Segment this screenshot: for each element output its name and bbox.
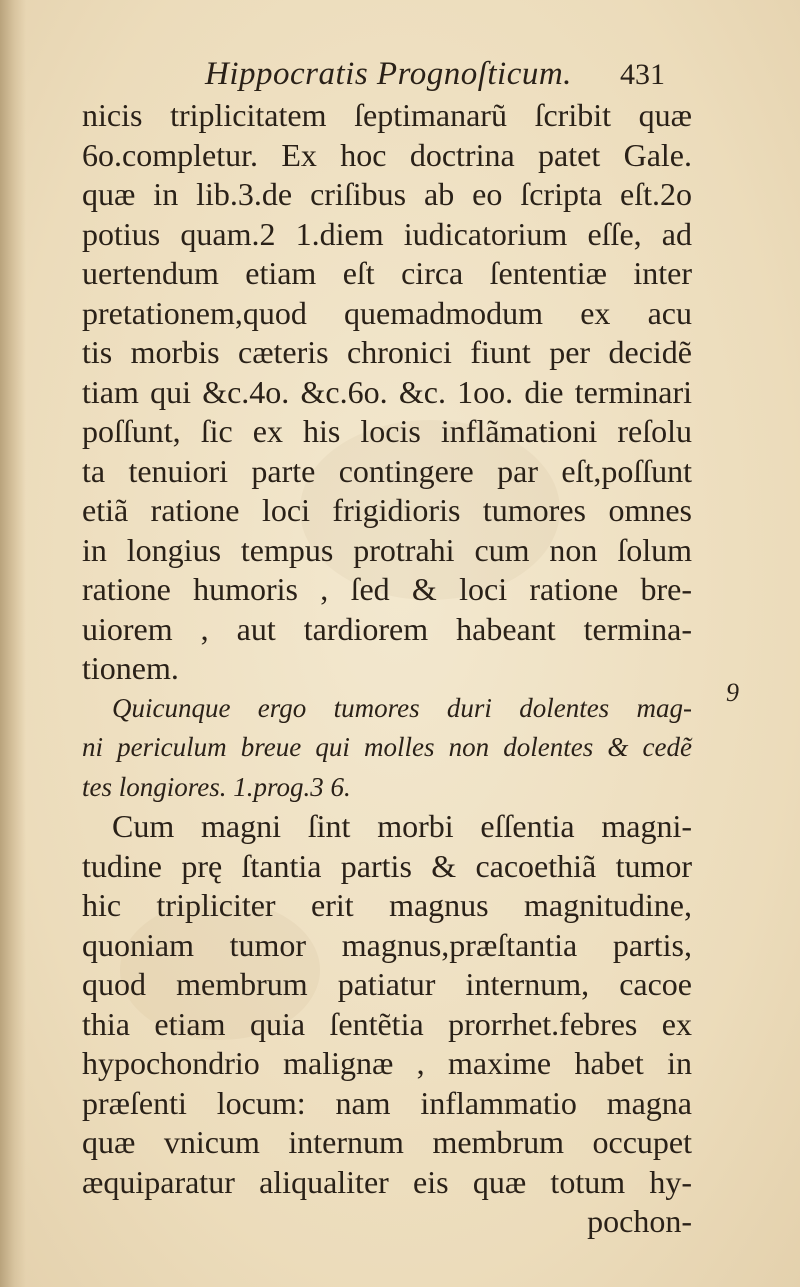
text-line: pretationem,quod quemadmodum ex acu: [82, 294, 692, 331]
text-line: potius quam.2 1.diem iudicatorium eſſe, ad: [82, 215, 692, 252]
text-line: tis morbis cæteris chronici fiunt per decidẽ: [82, 334, 692, 370]
text-line: præſenti locum: nam inflammatio magna: [82, 1084, 692, 1121]
text-line: quoniam tumor magnus,præſtantia partis,: [82, 926, 692, 963]
text-line: nicis triplicitatem ſeptimanarũ ſcribit quæ: [82, 97, 692, 133]
margin-note: 9: [726, 678, 739, 707]
running-title: Hippocratis Prognoſticum.: [205, 56, 572, 92]
text-line: quæ vnicum internum membrum occupet: [82, 1124, 692, 1160]
text-line: Cum magni ſint morbi eſſentia magni-: [112, 808, 692, 844]
aphorism-line: ni periculum breue qui molles non dolentes & cedẽ: [82, 732, 692, 762]
text-line: tudine prę ſtantia partis & cacoethiã tumor: [82, 847, 692, 884]
commentary-paragraph: [82, 807, 692, 1202]
text-line: poſſunt, ſic ex his locis inflãmationi reſolu: [82, 413, 692, 449]
text-line: hic tripliciter erit magnus magnitudine,: [82, 887, 692, 923]
text-line: thia etiam quia ſentẽtia prorrhet.febres ex: [82, 1005, 692, 1042]
text-line: in longius tempus protrahi cum non ſolum: [82, 531, 692, 568]
text-line: uertendum etiam eſt circa ſententiæ inter: [82, 255, 692, 291]
aphorism-quote: [82, 689, 692, 808]
aphorism-line: tes longiores. 1.prog.3 6.: [82, 771, 351, 802]
text-line: tionem.: [82, 650, 179, 686]
page-gutter-shadow: [0, 0, 26, 1287]
text-line: etiã ratione loci frigidioris tumores omnes: [82, 492, 692, 528]
text-line: 6o.completur. Ex hoc doctrina patet Gale.: [82, 136, 692, 173]
text-block: [82, 96, 692, 1242]
page-number: 431: [620, 58, 665, 91]
catchword: pochon-: [587, 1203, 692, 1239]
text-line: ratione humoris , ſed & loci ratione bre-: [82, 571, 692, 607]
text-line: tiam qui &c.4o. &c.6o. &c. 1oo. die terminari: [82, 373, 692, 410]
text-line: uiorem , aut tardiorem habeant termina-: [82, 610, 692, 647]
body-paragraph: [82, 96, 692, 689]
page-header: [205, 56, 685, 100]
text-line: ta tenuiori parte contingere par eſt,poſſunt: [82, 452, 692, 489]
aphorism-line: Quicunque ergo tumores duri dolentes mag-: [112, 692, 692, 723]
text-line: quod membrum patiatur internum, cacoe: [82, 966, 692, 1002]
text-line: quæ in lib.3.de criſibus ab eo ſcripta eſt.2o: [82, 176, 692, 212]
text-line: æquiparatur aliqualiter eis quæ totum hy-: [82, 1163, 692, 1200]
text-line: hypochondrio malignæ , maxime habet in: [82, 1045, 692, 1081]
